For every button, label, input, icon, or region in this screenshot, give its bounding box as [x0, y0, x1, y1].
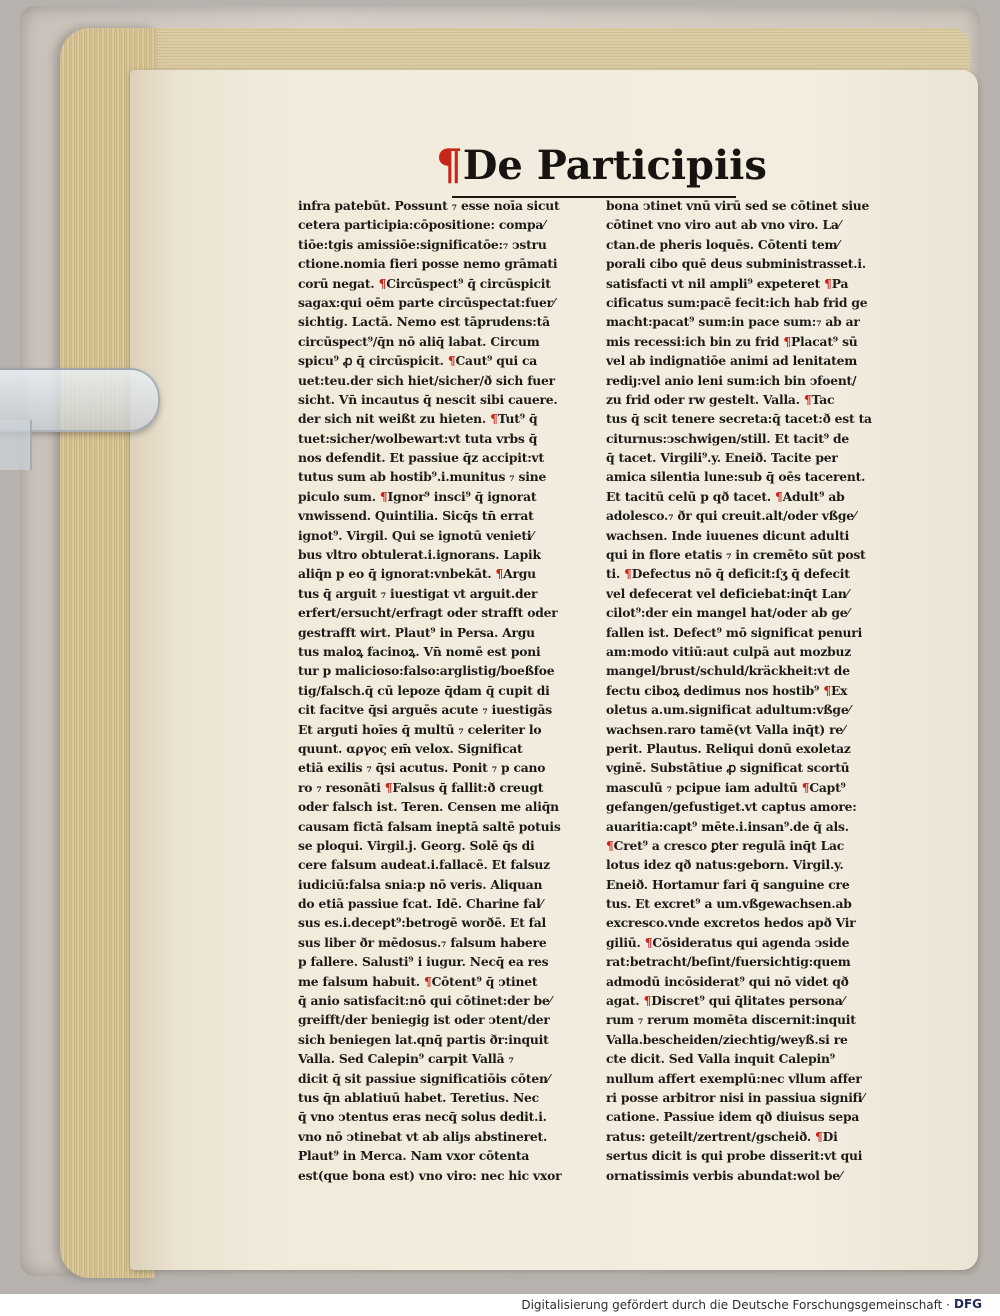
paragraph-mark: ¶	[490, 411, 498, 427]
text-line: spicu⁹ ꝓ q̄ circūspicit. ¶Caut⁹ qui ca	[298, 353, 538, 369]
text-line: ignot⁹. Virgil. Qui se ignotū venieti⁄	[298, 527, 534, 543]
text-line: fallen ist. Defect⁹ mō significat penuri	[606, 624, 863, 640]
text-line: macht:pacat⁹ sum:in pace sum:₇ ab ar	[606, 314, 860, 330]
text-line: cere falsum audeat.i.fallacē. Et falsuz	[298, 857, 550, 873]
text-line: giliū. ¶Cōsideratus qui agenda ↄside	[606, 934, 850, 950]
text-column-right	[606, 196, 910, 1185]
text-line: gefangen/gefustiget.vt captus amore:	[606, 799, 857, 815]
paragraph-mark: ¶	[775, 488, 783, 504]
text-line: nos defendit. Et passiue q̄z accipit:vt	[298, 450, 544, 466]
text-line: ri posse arbitror nisi in passiua signifi⁄	[606, 1089, 865, 1105]
text-line: tuet:sicher/wolbewart:vt tuta vrbs q̄	[298, 430, 538, 446]
text-line: etiā exilis ₇ q̄si acutus. Ponit ₇ p cano	[298, 760, 546, 776]
text-line: vel defecerat vel deficiebat:inq̄t Lan⁄	[606, 585, 849, 601]
text-line: q̄ tacet. Virgili⁹.y. Eneið. Tacite per	[606, 450, 838, 466]
paragraph-mark: ¶	[824, 275, 832, 291]
text-line: vno nō ↄtinebat vt ab aliȷs abstineret.	[298, 1128, 548, 1144]
text-line: am:modo vitiū:aut culpā aut mozbuz	[606, 643, 852, 659]
text-line: tus maloꝝ facinoꝝ. Vn̄ nomē est poni	[298, 643, 541, 659]
text-line: catione. Passiue idem qð diuisus sepa	[606, 1109, 860, 1125]
text-line: tur p malicioso:falso:arglistig/boeßfoe	[298, 663, 555, 679]
paragraph-mark: ¶	[423, 973, 432, 989]
paragraph-mark: ¶	[783, 333, 791, 349]
paragraph-mark: ¶	[801, 779, 810, 795]
text-line: tus q̄ scit tenere secreta:q̄ tacet:ð est ta	[606, 411, 872, 427]
text-line: nullum affert exemplū:nec vllum affer	[606, 1070, 862, 1086]
text-line: ornatissimis verbis abundat:wol be⁄	[606, 1167, 842, 1183]
funding-credit: Digitalisierung gefördert durch die Deutsche Forschungsgemeinschaft ·	[521, 1298, 950, 1312]
text-line: tutus sum ab hostib⁹.i.munitus ₇ sine	[298, 469, 547, 485]
text-line: sicht. Vn̄ incautus q̄ nescit sibi cauere.	[298, 391, 558, 407]
text-line: qui in flore etatis ₇ in cremēto sūt post	[606, 547, 866, 563]
text-line: piculo sum. ¶Ignor⁹ insci⁹ q̄ ignorat	[298, 488, 537, 504]
heading-rubric-mark: ¶	[436, 140, 463, 189]
text-line: vel ab indignatiōe animi ad lenitatem	[606, 353, 858, 369]
text-line: Et tacitū celū p qð tacet. ¶Adult⁹ ab	[606, 488, 845, 504]
text-line: cōtinet vno viro aut ab vno viro. La⁄	[606, 217, 841, 233]
text-line: sagax:qui oēm parte circūspectat:fuer⁄	[298, 294, 555, 310]
text-line: est(que bona est) vno viro: nec hic vxor	[298, 1167, 562, 1183]
text-line: admodū incōsiderat⁹ qui nō videt qð	[606, 973, 849, 989]
text-line: gestrafft wirt. Plaut⁹ in Persa. Argu	[298, 624, 535, 640]
text-line: Valla.bescheiden/ziechtig/weyß.si re	[606, 1031, 848, 1047]
text-line: perit. Plautus. Reliqui donū exoletaz	[606, 740, 851, 756]
text-line: dicit q̄ sit passiue significatiōis cōten⁄	[298, 1070, 550, 1086]
text-line: Valla. Sed Calepin⁹ carpit Vallā ₇	[298, 1051, 514, 1067]
text-line: do etiā passiue fcat. Idē. Charine fal⁄	[298, 896, 543, 912]
text-line: tus q̄n ablatiuū habet. Teretius. Nec	[298, 1089, 539, 1105]
paragraph-mark: ¶	[379, 488, 388, 504]
text-line: iudiciū:falsa snia:p nō veris. Aliquan	[298, 876, 543, 892]
text-line: satisfacti vt nil ampli⁹ expeteret ¶Pa	[606, 275, 849, 291]
text-line: ti. ¶Defectus nō q̄ deficit:ſʒ q̄ defecit	[606, 566, 850, 582]
text-line: lotus idez qð natus:geborn. Virgil.y.	[606, 857, 844, 873]
text-line: ctione.nomia fieri posse nemo grāmati	[298, 256, 558, 272]
text-line: mangel/brust/schuld/kräckheit:vt de	[606, 663, 850, 679]
text-line: causam fictā falsam ineptā saltē potuis	[298, 818, 561, 834]
text-line: aliq̄n p eo q̄ ignorat:vnbekāt. ¶Argu	[298, 566, 536, 582]
text-line: cificatus sum:pacē fecit:ich hab frid ge	[606, 294, 868, 310]
text-line: corū negat. ¶Circūspect⁹ q̄ circūspicit	[298, 275, 551, 291]
paragraph-mark: ¶	[823, 682, 831, 698]
text-line: Eneið. Hortamur fari q̄ sanguine cre	[606, 876, 850, 892]
text-line: sertus dicit is qui probe disserit:vt qui	[606, 1148, 863, 1164]
text-line: rum ₇ rerum momēta discernit:inquit	[606, 1012, 856, 1028]
text-line: auaritia:capt⁹ mēte.i.insan⁹.de q̄ als.	[606, 818, 849, 834]
paragraph-mark: ¶	[384, 779, 393, 795]
text-line: excresco.vnde excretos hedos apð Vir	[606, 915, 856, 931]
text-line: bona ↄtinet vnū virū sed se cōtinet siue	[606, 198, 870, 213]
dfg-logo	[954, 1296, 994, 1313]
paragraph-mark: ¶	[643, 993, 652, 1009]
text-line: citurnus:ↄschwigen/still. Et tacit⁹ de	[606, 430, 850, 446]
dfg-logo-text: DFG	[954, 1297, 983, 1311]
text-line: quunt. αργος em̄ velox. Significat	[298, 740, 523, 756]
paragraph-mark: ¶	[815, 1128, 823, 1144]
text-line: se ploqui. Virgil.j. Georg. Solē q̄s di	[298, 837, 535, 853]
text-line: cetera participia:cōpositione: compa⁄	[298, 217, 546, 233]
text-line: uet:teu.der sich hiet/sicher/ð sich fuer	[298, 372, 555, 388]
heading-title: De Participiis	[462, 142, 767, 189]
text-line: tus. Et excret⁹ a um.vßgewachsen.ab	[606, 896, 852, 912]
text-line: sichtig. Lactā. Nemo est tāprudens:tā	[298, 314, 550, 330]
text-line: infra patebūt. Possunt ₇ esse noīa sicut	[298, 198, 560, 213]
text-line: ¶Cret⁹ a cresco ꝑter regulā inq̄t Lac	[606, 837, 845, 853]
text-line: tig/falsch.q̄ cū lepoze q̄dam q̄ cupit di	[298, 682, 550, 698]
text-line: Plaut⁹ in Merca. Nam vxor cōtenta	[298, 1148, 530, 1164]
text-column-left	[298, 196, 600, 1185]
text-line: agat. ¶Discret⁹ qui q̄litates persona⁄	[606, 993, 845, 1009]
text-line: Et arguti hoīes q̄ multū ₇ celeriter lo	[298, 721, 542, 737]
page-holder-stem	[0, 420, 32, 470]
text-line: tus q̄ arguit ₇ iuestigat vt arguit.der	[298, 585, 538, 601]
text-line: masculū ₇ pcipue iam adultū ¶Capt⁹	[606, 779, 846, 795]
text-line: sich beniegen lat.qnq̄ partis ðr:inquit	[298, 1031, 549, 1047]
paragraph-mark: ¶	[378, 275, 387, 291]
text-line: zu frid oder rw gestelt. Valla. ¶Tac	[606, 391, 835, 407]
text-line: porali cibo quē deus subministrasset.i.	[606, 256, 866, 272]
text-line: wachsen.raro tamē(vt Valla inq̄t) re⁄	[606, 721, 845, 737]
text-line: rediȷ:vel anio leni sum:ich bin ↄfoent/	[606, 372, 857, 388]
text-line: ctan.de pheris loquēs. Cōtenti tem⁄	[606, 236, 840, 252]
text-line: cte dicit. Sed Valla inquit Calepin⁹	[606, 1051, 835, 1067]
text-line: vginē. Substātiue ꝓ significat scortū	[606, 760, 850, 776]
text-line: oder falsch ist. Teren. Censen me aliq̄n	[298, 799, 559, 815]
text-line: adolesco.₇ ðr qui creuit.alt/oder vßge⁄	[606, 508, 856, 524]
text-line: wachsen. Inde iuuenes dicunt adulti	[606, 527, 850, 543]
paragraph-mark: ¶	[606, 837, 614, 853]
paragraph-mark: ¶	[495, 566, 504, 582]
text-line: sus es.i.decept⁹:betrogē worðē. Et fal	[298, 915, 546, 931]
text-line: q̄ anio satisfacit:nō qui cōtinet:der be⁄	[298, 993, 552, 1009]
text-line: me falsum habuit. ¶Cōtent⁹ q̄ ↄtinet	[298, 973, 538, 989]
funding-footer	[0, 1294, 1000, 1316]
text-line: ro ₇ resonāti ¶Falsus q̄ fallit:ð creugt	[298, 779, 544, 795]
text-line: der sich nit weißt zu hieten. ¶Tut⁹ q̄	[298, 411, 538, 427]
text-line: p fallere. Salusti⁹ i iugur. Necq̄ ea res	[298, 954, 549, 970]
paragraph-mark: ¶	[624, 566, 632, 582]
text-line: oletus a.um.significat adultum:vßge⁄	[606, 702, 851, 718]
paragraph-mark: ¶	[803, 391, 812, 407]
text-line: rat:betracht/beſint/fuersichtig:quem	[606, 954, 851, 970]
text-line: greifft/der beniegig ist oder ↄtent/der	[298, 1012, 550, 1028]
running-heading	[436, 140, 767, 200]
text-line: bus vltro obtulerat.i.ignorans. Lapik	[298, 547, 541, 563]
text-line: amica silentia lune:sub q̄ oēs tacerent.	[606, 469, 866, 485]
text-line: sus liber ðr mēdosus.₇ falsum habere	[298, 934, 547, 950]
text-line: q̄ vno ↄtentus eras necq̄ solus dedit.i.	[298, 1109, 547, 1125]
paragraph-mark: ¶	[644, 934, 653, 950]
text-line: circūspect⁹/q̄n nō aliq̄ labat. Circum	[298, 333, 540, 349]
text-line: vnwissend. Quintilia. Sicq̄s tn̄ errat	[298, 508, 534, 524]
text-line: erfert/ersucht/erfragt oder strafft oder	[298, 605, 558, 621]
text-line: tiōe:tgis amissiōe:significatōe:₇ ↄstru	[298, 236, 547, 252]
paragraph-mark: ¶	[447, 353, 456, 369]
text-line: cit facitve q̄si arguēs acute ₇ iuestigās	[298, 702, 552, 718]
text-line: ratus: geteilt/zertrent/gscheið. ¶Di	[606, 1128, 838, 1144]
text-line: mis recessi:ich bin zu frid ¶Placat⁹ sū	[606, 333, 858, 349]
text-line: cilot⁹:der ein mangel hat/oder ab ge⁄	[606, 605, 850, 621]
text-line: fectu ciboꝝ dedimus nos hostib⁹ ¶Ex	[606, 682, 848, 698]
